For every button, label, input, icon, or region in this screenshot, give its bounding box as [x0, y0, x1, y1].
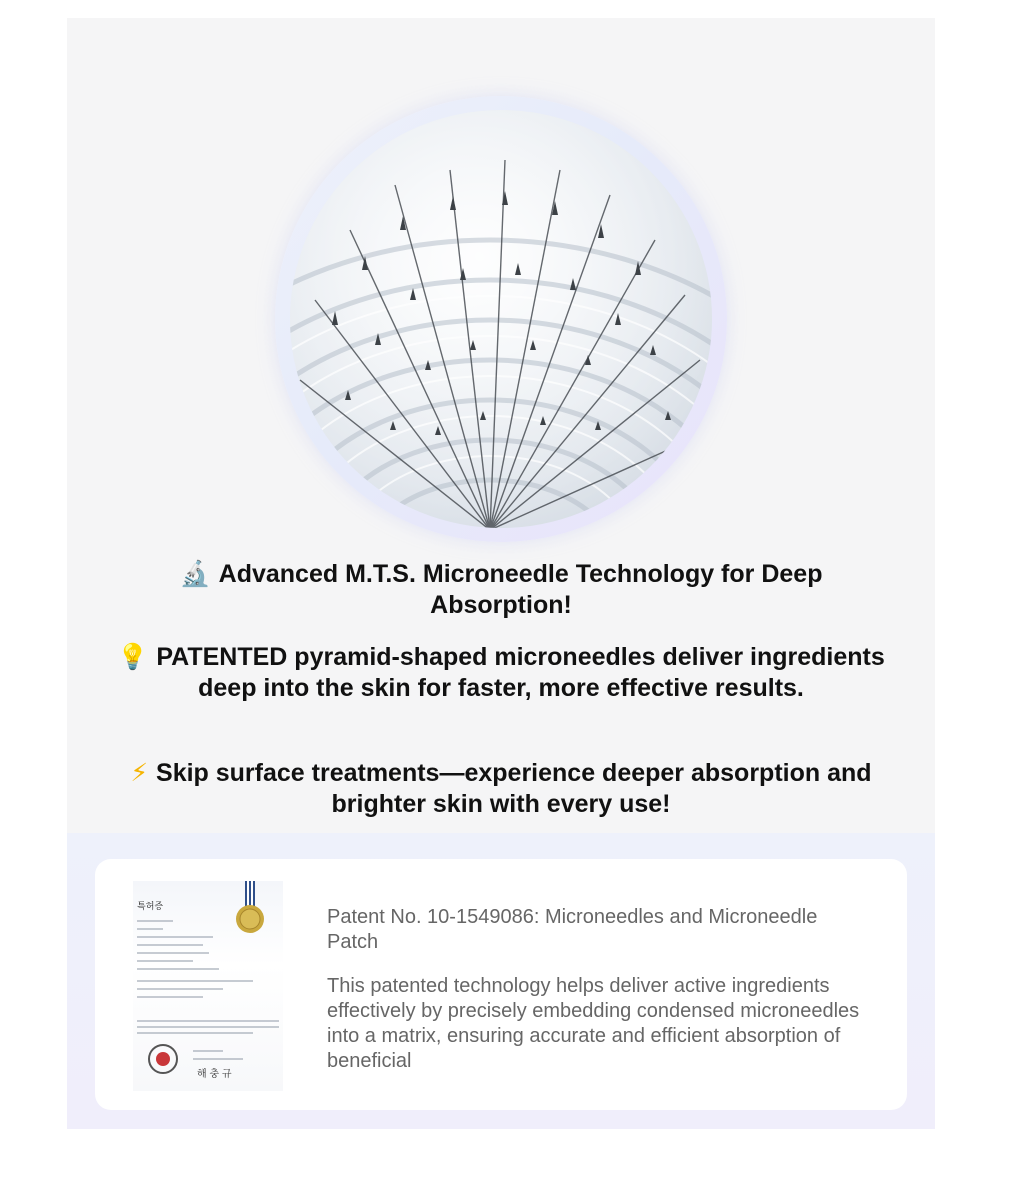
headline-skip-surface-label: Skip surface treatments—experience deeper absorption and brighter skin with every use! — [156, 759, 872, 818]
patent-title: Patent No. 10-1549086: Microneedles and Microneedle Patch — [327, 906, 818, 953]
lightbulb-icon: 💡 — [117, 642, 149, 671]
headline-patented-text — [107, 641, 895, 704]
microneedle-closeup-image — [290, 110, 712, 528]
headline-skip-surface — [107, 757, 895, 820]
headline-technology — [107, 558, 895, 621]
headline-technology-text — [107, 558, 895, 621]
headline-patented-label: PATENTED pyramid-shaped microneedles deliver ingredients deep into the skin for faster, more effective results. — [156, 643, 885, 702]
headline-skip-surface-text — [107, 757, 895, 820]
product-detail-card — [67, 18, 935, 1129]
headline-technology-label: Advanced M.T.S. Microneedle Technology for Deep Absorption! — [218, 560, 823, 619]
microneedle-illustration — [290, 110, 712, 528]
headline-patented — [107, 641, 895, 704]
certificate-heading: 특허증 — [137, 901, 164, 911]
certificate-signature: 해 충 규 — [197, 1069, 232, 1080]
hero-image-frame — [275, 96, 727, 542]
certificate-illustration — [133, 881, 283, 1091]
lightning-icon: ⚡ — [130, 758, 149, 787]
patent-certificate-image — [133, 881, 283, 1091]
microscope-icon: 🔬 — [179, 559, 211, 588]
patent-description: This patented technology helps deliver active ingredients effectively by precisely embedding condensed microneedles into a matrix, ensuring accurate and efficient absorption of beneficial — [327, 975, 860, 1072]
patent-card — [95, 859, 907, 1110]
